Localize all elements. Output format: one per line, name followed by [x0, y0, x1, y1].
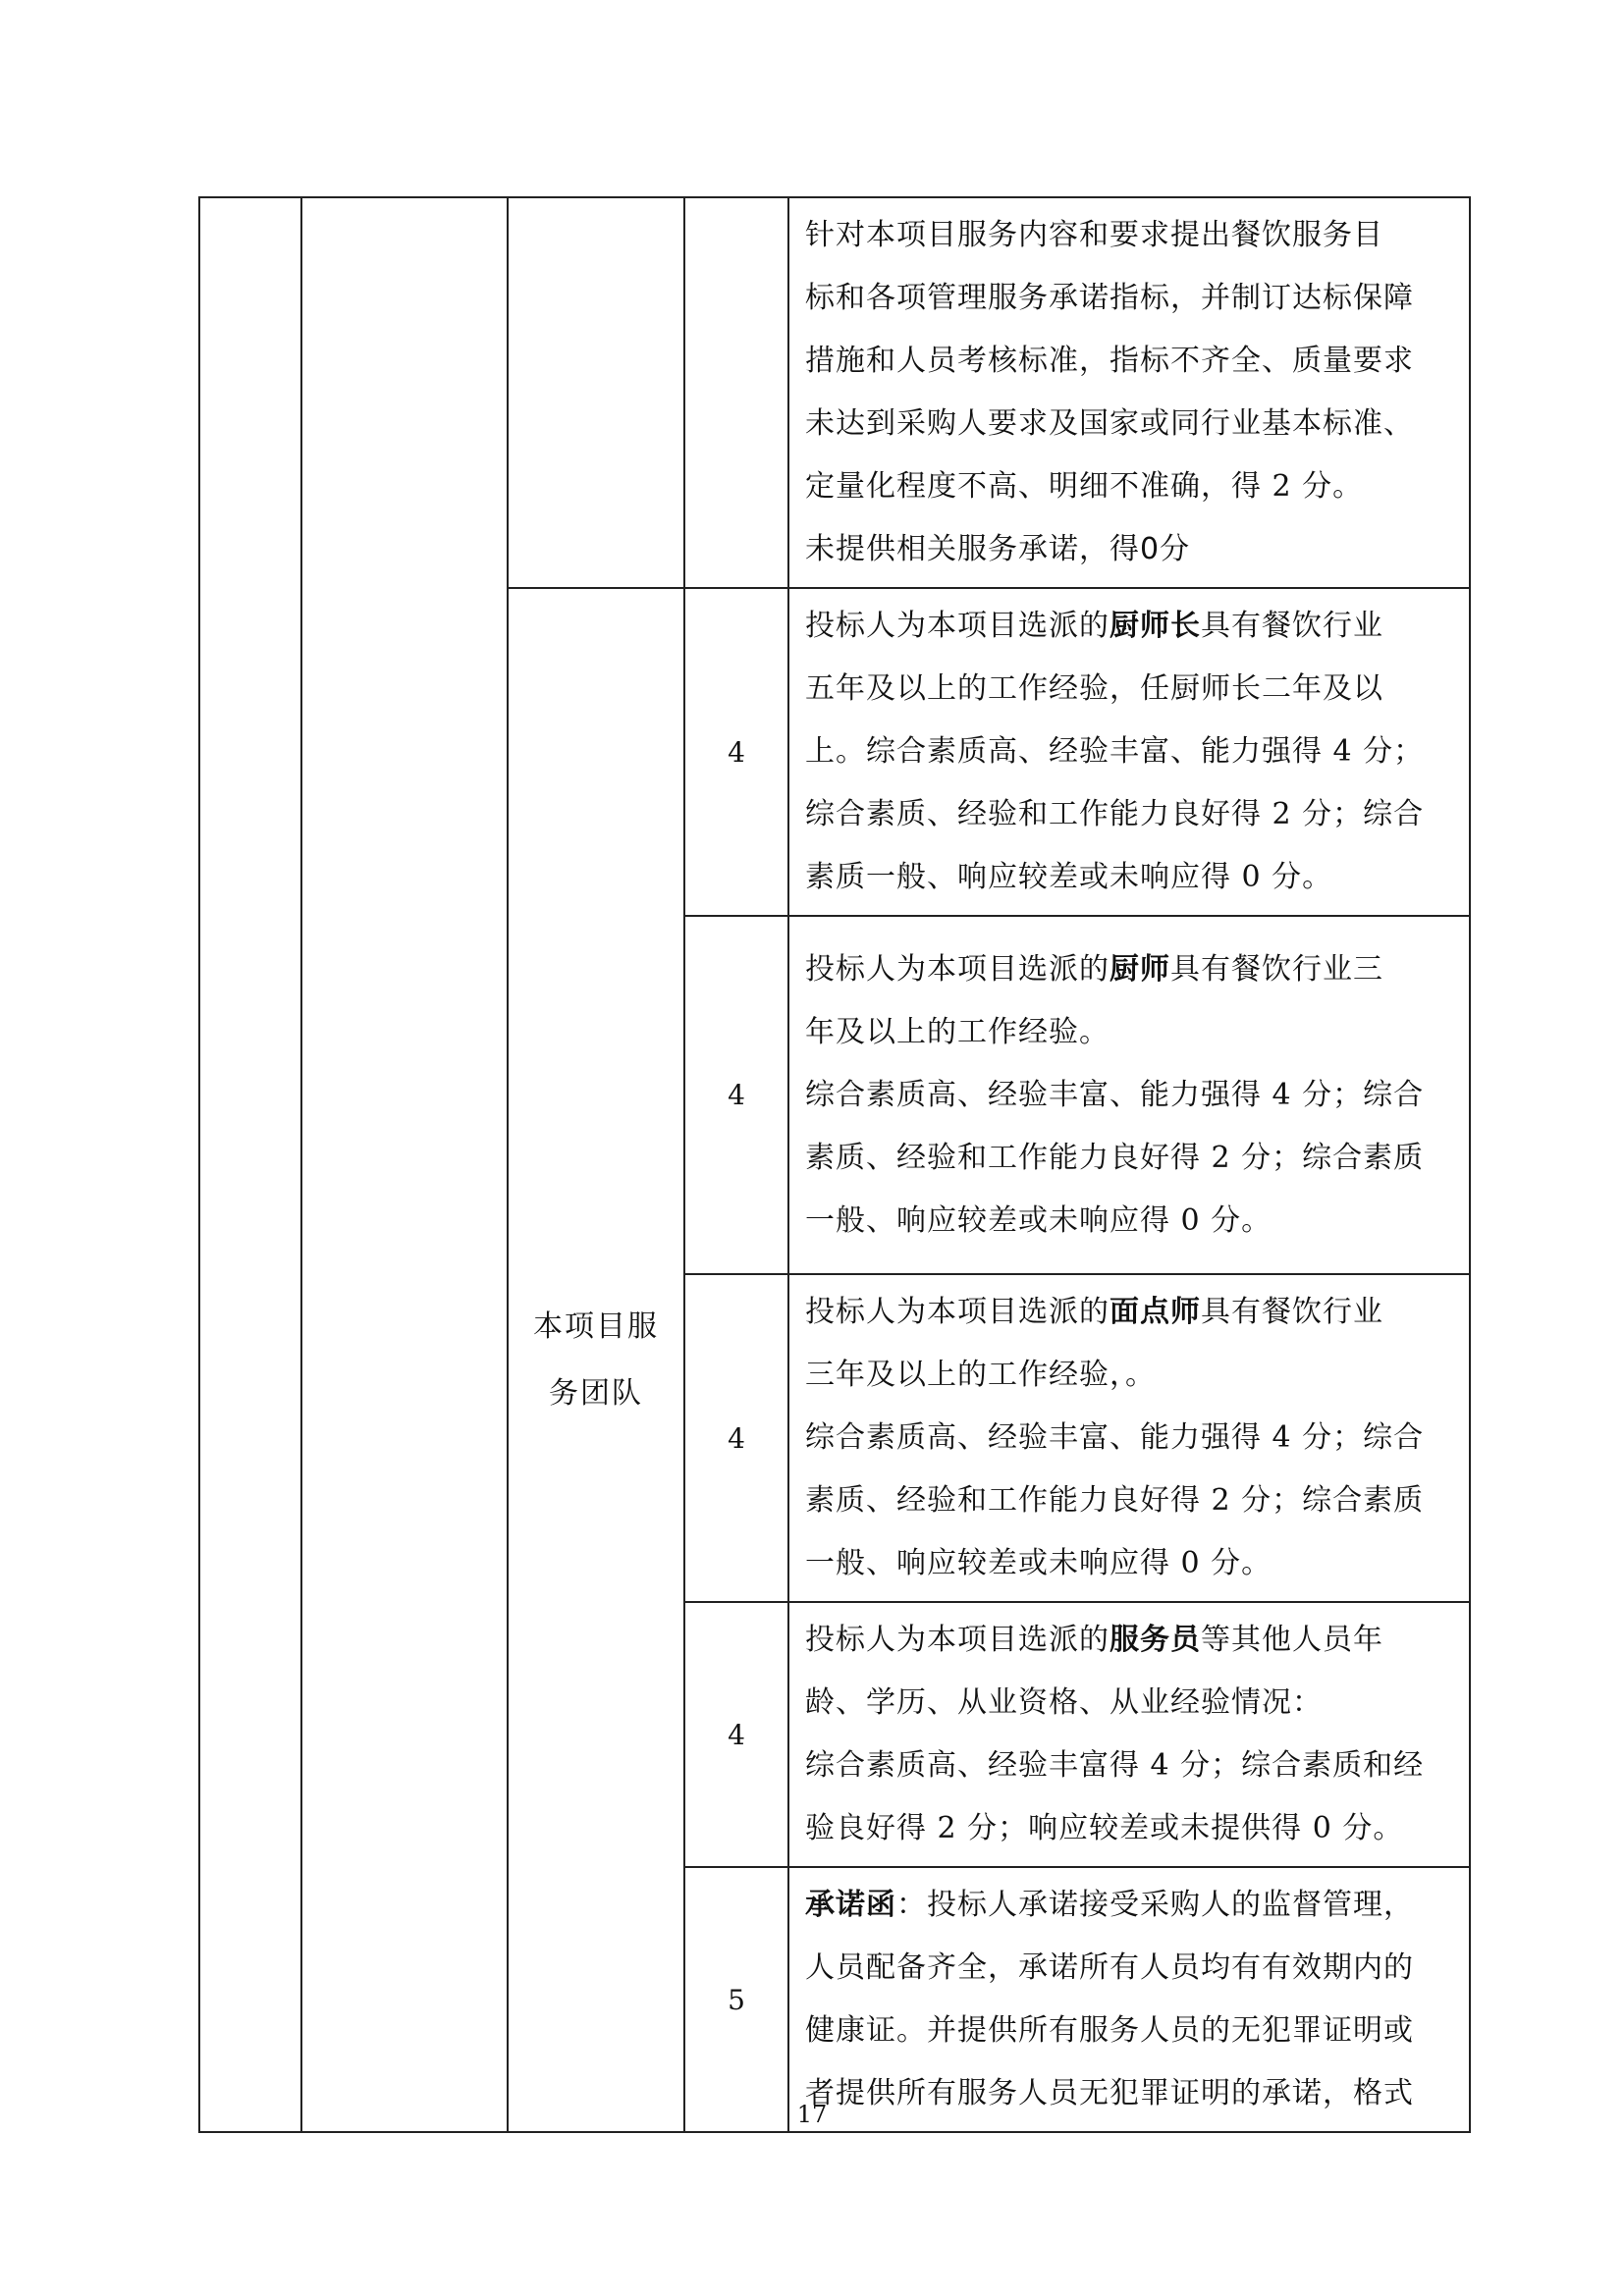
score-value: 4: [728, 1421, 745, 1455]
criteria-prefix: 投标人为本项目选派的: [805, 951, 1110, 987]
criteria-line: [805, 1609, 1459, 1672]
score-cell: [684, 1274, 788, 1602]
scoring-table-wrapper: [198, 196, 1469, 2110]
criteria-prefix: 投标人为本项目选派的: [805, 1623, 1110, 1657]
criteria-line: 年及以上的工作经验。: [805, 1014, 1110, 1049]
criteria-text: [789, 589, 1469, 915]
criteria-line: [805, 1874, 1459, 1937]
criteria-line: 上。综合素质高、经验丰富、能力强得 4 分；: [805, 734, 1425, 769]
criteria-role: 面点师: [1110, 1295, 1201, 1329]
criteria-line: 一般、响应较差或未响应得 0 分。: [805, 1546, 1272, 1580]
category-cell: [508, 588, 684, 2132]
criteria-line: 综合素质、经验和工作能力良好得 2 分；综合: [805, 797, 1425, 831]
criteria-cell: [788, 197, 1470, 588]
criteria-cell: [788, 1867, 1470, 2132]
table-cell-blank-col1: [199, 197, 301, 2132]
criteria-line: 健康证。并提供所有服务人员的无犯罪证明或: [805, 2013, 1414, 2048]
criteria-prefix: 投标人为本项目选派的: [805, 609, 1110, 643]
criteria-line: 措施和人员考核标准，指标不齐全、质量要求: [805, 344, 1414, 378]
criteria-line: 标和各项管理服务承诺指标，并制订达标保障: [805, 281, 1414, 315]
page-number: 17: [796, 2101, 828, 2128]
table-cell-blank-col2: [301, 197, 508, 2132]
criteria-cell: [788, 1274, 1470, 1602]
table-cell-blank-col3: [508, 197, 684, 588]
criteria-line: 定量化程度不高、明细不准确，得 2 分。: [805, 469, 1364, 504]
criteria-role: 服务员: [1110, 1623, 1201, 1657]
score-cell: [684, 1602, 788, 1867]
criteria-line: [805, 938, 1459, 1001]
criteria-prefix: 投标人为本项目选派的: [805, 1295, 1110, 1329]
score-cell: [684, 197, 788, 588]
criteria-suffix: 具有餐饮行业: [1201, 1295, 1383, 1329]
criteria-text: [789, 198, 1469, 587]
criteria-line: 综合素质高、经验丰富、能力强得 4 分；综合: [805, 1077, 1425, 1112]
criteria-line: 素质一般、响应较差或未响应得 0 分。: [805, 860, 1333, 894]
criteria-line: 未达到采购人要求及国家或同行业基本标准、: [805, 406, 1414, 441]
criteria-role: 厨师: [1110, 951, 1170, 987]
criteria-line: [805, 1281, 1459, 1344]
criteria-line: 三年及以上的工作经验，。: [805, 1358, 1156, 1392]
criteria-suffix: 等其他人员年: [1201, 1623, 1383, 1657]
criteria-line: 素质、经验和工作能力良好得 2 分；综合素质: [805, 1140, 1425, 1175]
criteria-role: 厨师长: [1110, 609, 1201, 643]
criteria-line: 一般、响应较差或未响应得 0 分。: [805, 1202, 1272, 1238]
criteria-line: 未提供相关服务承诺，得0分: [805, 532, 1191, 566]
criteria-line: 人员配备齐全，承诺所有人员均有有效期内的: [805, 1950, 1414, 1985]
category-label-line: 本项目服: [533, 1308, 659, 1344]
criteria-cell: [788, 916, 1470, 1274]
criteria-line: 者提供所有服务人员无犯罪证明的承诺，格式: [805, 2076, 1414, 2110]
criteria-suffix: 具有餐饮行业: [1201, 609, 1383, 643]
category-label-line: 务团队: [549, 1375, 643, 1411]
criteria-suffix: ：投标人承诺接受采购人的监督管理，: [896, 1888, 1414, 1922]
score-value: 5: [728, 1983, 745, 2016]
criteria-text: [789, 1868, 1469, 2131]
score-cell: [684, 588, 788, 916]
scoring-table: [198, 196, 1471, 2133]
criteria-line: 针对本项目服务内容和要求提出餐饮服务目: [805, 218, 1383, 252]
criteria-line: 龄、学历、从业资格、从业经验情况：: [805, 1685, 1323, 1720]
criteria-line: 五年及以上的工作经验，任厨师长二年及以: [805, 671, 1383, 706]
criteria-cell: [788, 1602, 1470, 1867]
score-value: 4: [728, 735, 745, 769]
criteria-line: 素质、经验和工作能力良好得 2 分；综合素质: [805, 1483, 1425, 1518]
category-label: [509, 1294, 683, 1427]
criteria-text: [789, 1275, 1469, 1601]
criteria-line: 综合素质高、经验丰富得 4 分；综合素质和经: [805, 1748, 1425, 1783]
criteria-line: [805, 595, 1459, 658]
criteria-suffix: 具有餐饮行业三: [1170, 951, 1383, 987]
criteria-line: 综合素质高、经验丰富、能力强得 4 分；综合: [805, 1420, 1425, 1455]
criteria-role: 承诺函: [805, 1888, 896, 1922]
criteria-text: [789, 1603, 1469, 1866]
table-row: [199, 197, 1470, 588]
score-value: 4: [728, 1079, 745, 1111]
criteria-text: [789, 933, 1469, 1258]
score-cell: [684, 916, 788, 1274]
criteria-cell: [788, 588, 1470, 916]
criteria-line: 验良好得 2 分；响应较差或未提供得 0 分。: [805, 1811, 1404, 1845]
score-value: 4: [728, 1718, 745, 1751]
score-cell: [684, 1867, 788, 2132]
